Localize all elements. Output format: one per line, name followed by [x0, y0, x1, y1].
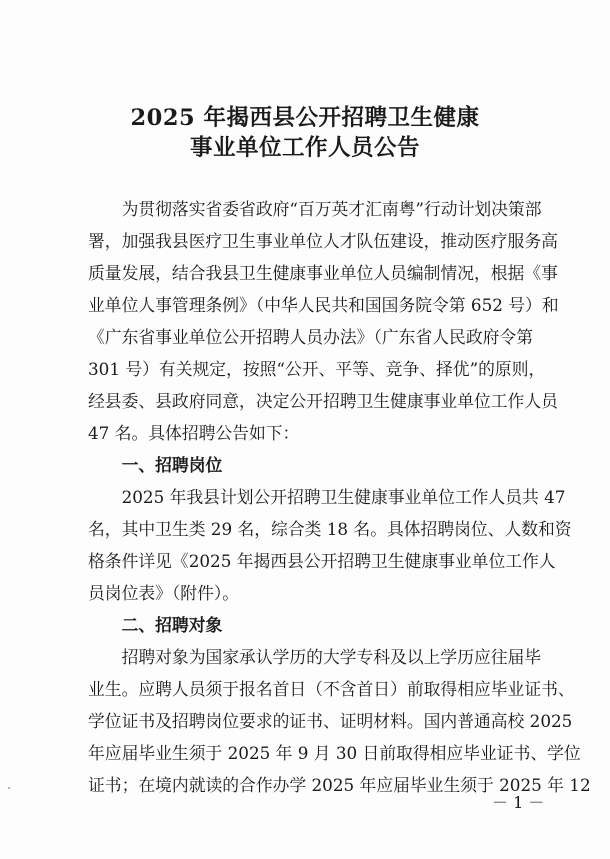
paragraph-line: 质量发展，结合我县卫生健康事业单位人员编制情况，根据《事: [88, 263, 558, 283]
paragraph-line: 业生。应聘人员须于报名首日（不含首日）前取得相应毕业证书、: [88, 679, 575, 699]
document-title-line-2: 事业单位工作人员公告: [189, 135, 420, 161]
paragraph-line: 301 号）有关规定，按照“公开、平等、竞争、择优”的原则，: [88, 359, 546, 379]
paragraph-line: 证书；在境内就读的合作办学 2025 年应届毕业生须于 2025 年 12: [88, 775, 591, 795]
paragraph-line: 为贯彻落实省委省政府“百万英才汇南粤”行动计划决策部: [88, 199, 542, 219]
paragraph-line: 47 名。具体招聘公告如下：: [88, 423, 300, 443]
section-heading-applicants: 二、招聘对象: [88, 615, 223, 635]
page-number: － 1 －: [492, 793, 545, 812]
paragraph-line: 员岗位表》（附件）。: [88, 583, 240, 603]
paragraph-line: 署，加强我县医疗卫生事业单位人才队伍建设，推动医疗服务高: [88, 231, 558, 251]
section-heading-positions: 一、招聘岗位: [88, 455, 223, 475]
paragraph-line: 经县委、县政府同意，决定公开招聘卫生健康事业单位工作人员: [88, 391, 558, 411]
paragraph-line: 学位证书及招聘岗位要求的证书、证明材料。国内普通高校 2025: [88, 711, 573, 731]
paragraph-line: 年应届毕业生须于 2025 年 9 月 30 日前取得相应毕业证书、学位: [88, 743, 581, 763]
paragraph-line: 《广东省事业单位公开招聘人员办法》（广东省人民政府令第: [88, 327, 533, 347]
scan-artifact-dot: [8, 787, 10, 789]
paragraph-line: 业单位人事管理条例》（中华人民共和国国务院令第 652 号）和: [88, 295, 559, 315]
paragraph-line: 招聘对象为国家承认学历的大学专科及以上学历应往届毕: [88, 647, 542, 667]
paragraph-line: 名，其中卫生类 29 名，综合类 18 名。具体招聘岗位、人数和资: [88, 519, 572, 539]
document-title-line-1: 2025 年揭西县公开招聘卫生健康: [130, 105, 480, 131]
paragraph-line: 2025 年我县计划公开招聘卫生健康事业单位工作人员共 47: [88, 487, 566, 507]
paragraph-line: 格条件详见《2025 年揭西县公开招聘卫生健康事业单位工作人: [88, 551, 556, 571]
